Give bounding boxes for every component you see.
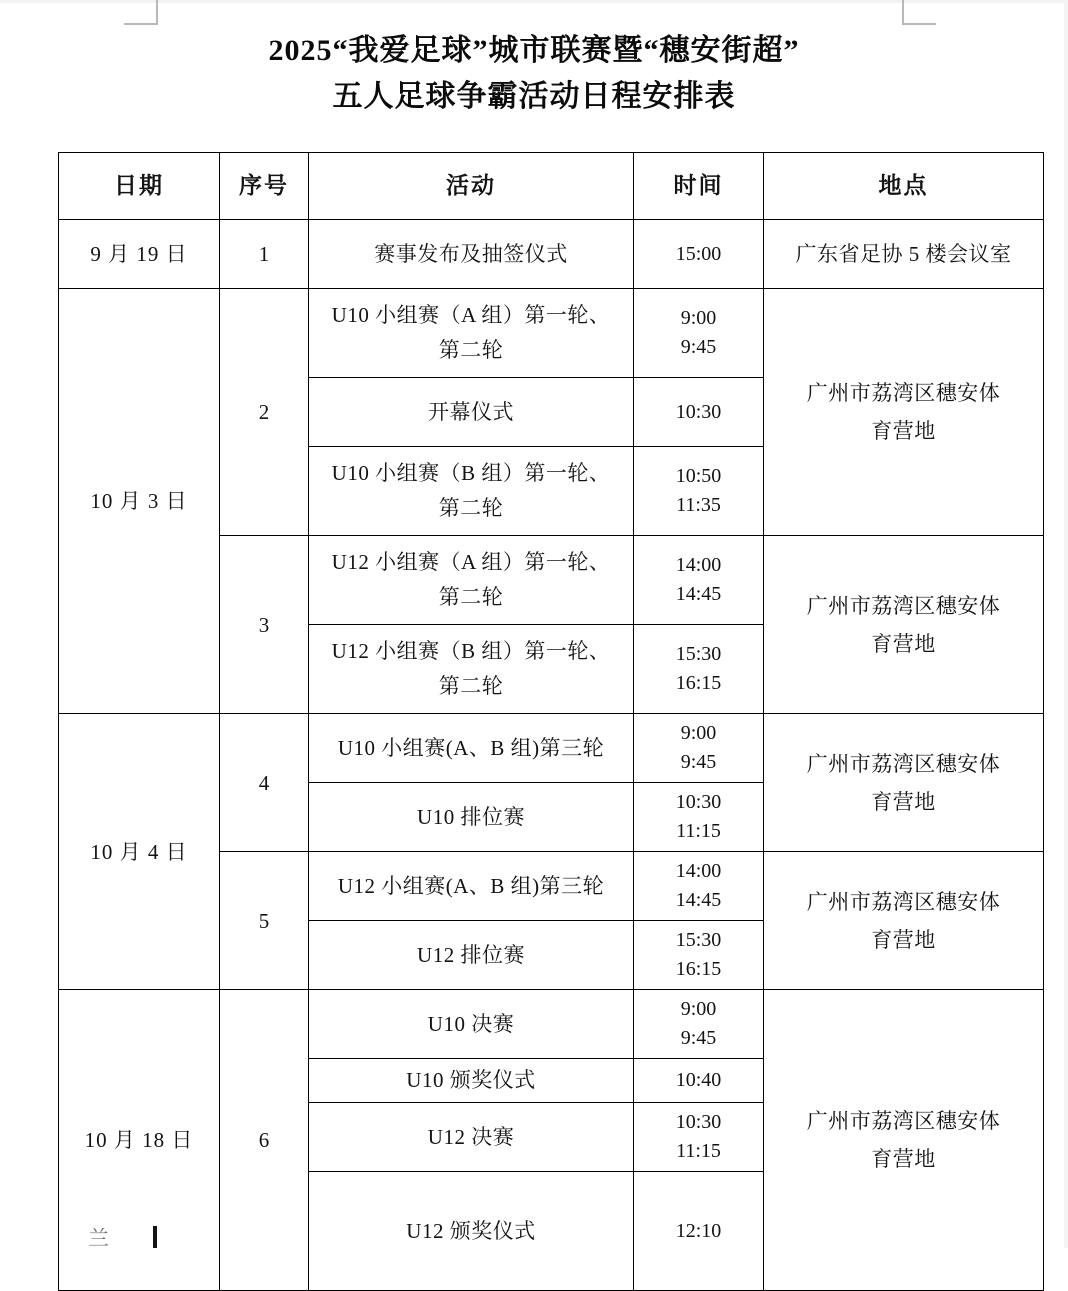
place-line-2: 育营地 — [871, 927, 936, 952]
margin-corner-mark-top-left — [124, 0, 158, 25]
time-line-1: 10:30 — [675, 400, 722, 423]
cell-place — [764, 536, 1044, 714]
page-title-line-1: 2025“我爱足球”城市联赛暨“穗安街超” — [268, 34, 800, 67]
place-line-1: 广州市荔湾区穗安体 — [806, 751, 1001, 776]
margin-corner-mark-top-right — [902, 0, 936, 25]
place-line-2: 育营地 — [871, 789, 936, 814]
cell-time — [634, 921, 764, 990]
table-body — [59, 220, 1044, 1291]
table-header — [59, 153, 1044, 220]
column-header-place: 地点 — [764, 153, 1044, 220]
cell-time — [634, 852, 764, 921]
place-line-2: 育营地 — [871, 631, 936, 656]
time-line-1: 15:30 — [675, 929, 722, 951]
table-row — [59, 289, 1044, 378]
cell-activity — [309, 1059, 634, 1103]
page-right-edge — [1064, 0, 1068, 1248]
activity-line-1: U12 小组赛（A 组）第一轮、 — [331, 550, 611, 574]
place-line-1: 广州市荔湾区穗安体 — [806, 889, 1001, 914]
cell-time — [634, 625, 764, 714]
time-line-2: 11:15 — [676, 1140, 721, 1162]
activity-line-1: U10 决赛 — [427, 1011, 515, 1036]
time-line-1: 10:50 — [675, 465, 722, 487]
activity-line-1: U12 小组赛(A、B 组)第三轮 — [337, 873, 605, 898]
time-line-1: 10:40 — [675, 1069, 722, 1091]
activity-line-1: 赛事发布及抽签仪式 — [374, 241, 568, 266]
time-line-1: 15:30 — [675, 643, 722, 665]
activity-line-1: U12 排位赛 — [417, 942, 525, 967]
table-row — [59, 220, 1044, 289]
cell-activity — [309, 289, 634, 378]
cell-activity — [309, 990, 634, 1059]
time-line-2: 14:45 — [675, 583, 722, 605]
table-row — [59, 714, 1044, 783]
time-line-1: 9:00 — [680, 998, 717, 1020]
cell-place — [764, 220, 1044, 289]
activity-line-1: 开幕仪式 — [428, 399, 514, 424]
time-line-1: 12:10 — [675, 1219, 722, 1242]
cell-activity — [309, 1103, 634, 1172]
schedule-table — [58, 152, 1044, 1291]
cell-place — [764, 990, 1044, 1291]
table-header-row — [59, 153, 1044, 220]
margin-mark-horizontal — [902, 23, 936, 25]
activity-line-1: U10 小组赛（A 组）第一轮、 — [331, 303, 611, 327]
cell-time — [634, 783, 764, 852]
cell-time — [634, 1059, 764, 1103]
place-line-1: 广州市荔湾区穗安体 — [806, 1109, 1001, 1133]
column-header-date: 日期 — [59, 153, 220, 220]
cell-time — [634, 289, 764, 378]
clipped-stray-glyph: 兰 — [88, 1228, 109, 1248]
activity-line-1: U10 颁奖仪式 — [406, 1068, 536, 1092]
cell-date: 10 月 18 日 — [59, 990, 220, 1291]
margin-mark-horizontal — [124, 23, 158, 25]
cell-activity — [309, 783, 634, 852]
place-line-1: 广州市荔湾区穗安体 — [806, 593, 1001, 618]
activity-line-1: U10 排位赛 — [417, 804, 525, 829]
text-caret[interactable] — [153, 1226, 157, 1248]
cell-time — [634, 220, 764, 289]
time-line-2: 16:15 — [675, 672, 722, 694]
time-line-1: 15:00 — [675, 242, 722, 265]
column-header-sequence: 序号 — [220, 153, 309, 220]
place-line-2: 育营地 — [871, 419, 936, 443]
time-line-2: 14:45 — [675, 889, 722, 911]
cell-date: 10 月 3 日 — [59, 289, 220, 714]
cell-sequence: 6 — [220, 990, 309, 1291]
time-line-2: 9:45 — [680, 336, 717, 358]
cell-activity — [309, 447, 634, 536]
time-line-1: 14:00 — [675, 860, 722, 882]
margin-mark-vertical — [156, 0, 158, 25]
activity-line-1: U12 颁奖仪式 — [406, 1218, 536, 1243]
cell-time — [634, 536, 764, 625]
place-line-1: 广东省足协 5 楼会议室 — [795, 242, 1012, 266]
cell-place — [764, 852, 1044, 990]
column-header-activity: 活动 — [309, 153, 634, 220]
cell-date: 9 月 19 日 — [59, 220, 220, 289]
cell-activity — [309, 852, 634, 921]
cell-activity — [309, 536, 634, 625]
cell-time — [634, 714, 764, 783]
cell-sequence: 4 — [220, 714, 309, 852]
activity-line-1: U12 决赛 — [427, 1124, 515, 1149]
cell-activity — [309, 714, 634, 783]
column-header-time: 时间 — [634, 153, 764, 220]
cell-place — [764, 714, 1044, 852]
place-line-1: 广州市荔湾区穗安体 — [806, 381, 1001, 405]
page-title — [0, 28, 1068, 120]
cell-sequence: 1 — [220, 220, 309, 289]
time-line-2: 11:35 — [676, 494, 721, 516]
activity-line-1: U10 小组赛(A、B 组)第三轮 — [337, 735, 605, 760]
time-line-1: 9:00 — [680, 722, 717, 744]
cell-date: 10 月 4 日 — [59, 714, 220, 990]
time-line-2: 9:45 — [680, 751, 717, 773]
activity-line-1: U10 小组赛（B 组）第一轮、 — [331, 461, 611, 485]
time-line-1: 10:30 — [675, 791, 722, 813]
activity-line-2: 第二轮 — [438, 496, 504, 520]
schedule-table-container — [58, 152, 1012, 1291]
cell-sequence: 3 — [220, 536, 309, 714]
activity-line-1: U12 小组赛（B 组）第一轮、 — [331, 639, 611, 663]
activity-line-2: 第二轮 — [438, 585, 504, 609]
cell-sequence: 2 — [220, 289, 309, 536]
margin-mark-vertical — [902, 0, 904, 25]
place-line-2: 育营地 — [871, 1147, 936, 1171]
cell-sequence: 5 — [220, 852, 309, 990]
time-line-2: 16:15 — [675, 958, 722, 980]
cell-activity — [309, 378, 634, 447]
cell-time — [634, 1103, 764, 1172]
cell-time — [634, 378, 764, 447]
cell-activity — [309, 1172, 634, 1291]
page-title-line-2: 五人足球争霸活动日程安排表 — [332, 80, 736, 113]
time-line-2: 9:45 — [680, 1027, 717, 1049]
cell-time — [634, 990, 764, 1059]
time-line-1: 10:30 — [675, 1111, 722, 1133]
time-line-2: 11:15 — [676, 820, 721, 842]
time-line-1: 14:00 — [675, 554, 722, 576]
cell-time — [634, 447, 764, 536]
activity-line-2: 第二轮 — [438, 674, 504, 698]
table-row — [59, 990, 1044, 1059]
time-line-1: 9:00 — [680, 307, 717, 329]
cell-activity — [309, 220, 634, 289]
cell-time — [634, 1172, 764, 1291]
cell-activity — [309, 625, 634, 714]
activity-line-2: 第二轮 — [438, 338, 504, 362]
cell-place — [764, 289, 1044, 536]
cell-activity — [309, 921, 634, 990]
